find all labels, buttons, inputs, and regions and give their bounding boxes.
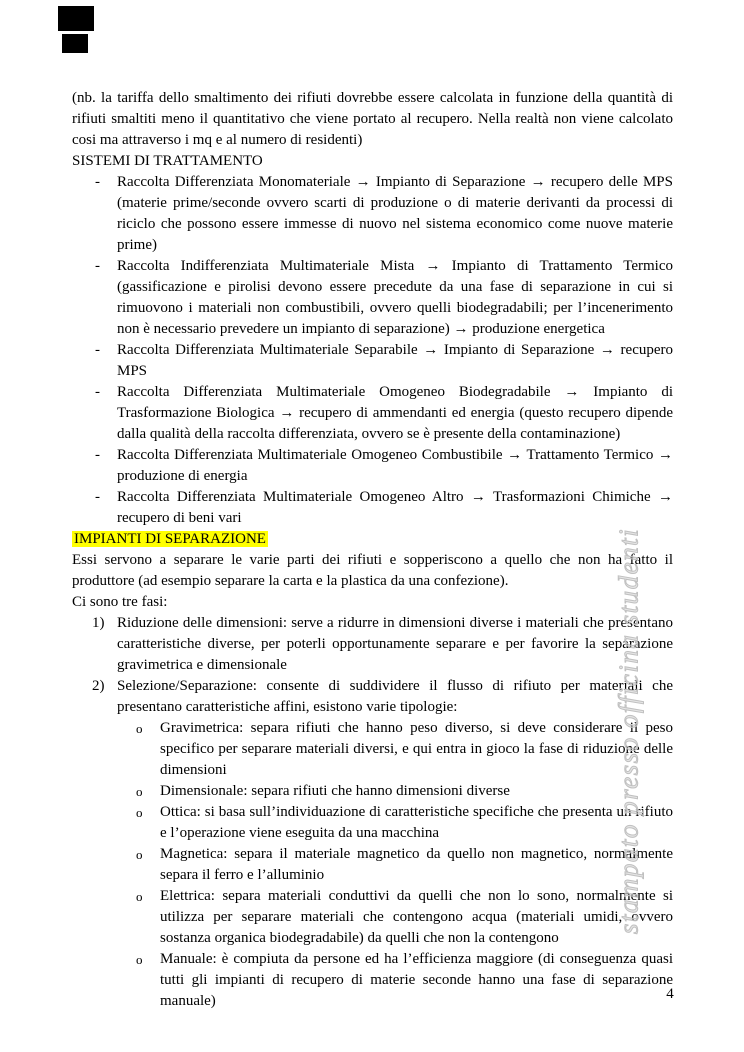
typology-item xyxy=(72,802,673,844)
typology-text: Gravimetrica: separa rifiuti che hanno peso diverso, si deve considerare il peso specifico per separare materiali diversi, e qui entra in gioco la fase di riduzione delle dimensioni xyxy=(160,720,673,778)
treatment-item-text: Raccolta Differenziata Multimateriale Omogeneo Combustibile → Trattamento Termico → produzione di energia xyxy=(117,447,673,484)
treatment-item-text: Raccolta Differenziata Multimateriale Separabile → Impianto di Separazione → recupero MPS xyxy=(117,342,673,379)
circle-bullet: o xyxy=(136,847,143,862)
treatment-item-text: Raccolta Indifferenziata Multimateriale Mista → Impianto di Trattamento Termico (gassificazione e pirolisi devono essere precedute da una fase di separazione in cui si rimuovono i materiali non combustibili, ovvero quelli biodegradabili; per l’incenerimento non è necessario prevedere un impianto di separazione) → produzione energetica xyxy=(117,258,673,337)
highlighted-title: IMPIANTI DI SEPARAZIONE xyxy=(74,531,266,547)
typology-text: Dimensionale: separa rifiuti che hanno dimensioni diverse xyxy=(160,783,510,799)
typology-item xyxy=(72,781,673,802)
dash-bullet: - xyxy=(95,384,100,400)
treatment-list-item xyxy=(72,445,673,487)
typology-item xyxy=(72,844,673,886)
circle-bullet: o xyxy=(136,889,143,904)
treatment-list-item xyxy=(72,382,673,445)
treatment-list-item xyxy=(72,487,673,529)
treatment-item-text: Raccolta Differenziata Monomateriale → Impianto di Separazione → recupero delle MPS (materie prime/seconde ovvero scarti di produzione o di materie derivanti da processi di riciclo che possono essere immesse di nuovo nel sistema economico come nuove materie prime) xyxy=(117,174,673,253)
dash-bullet: - xyxy=(95,342,100,358)
circle-bullet: o xyxy=(136,721,143,736)
typology-text: Manuale: è compiuta da persone ed ha l’efficienza maggiore (di conseguenza quasi tutti gli impianti di recupero di materie seconde hanno una fase di separazione manuale) xyxy=(160,951,673,1009)
phase-text: Riduzione delle dimensioni: serve a ridurre in dimensioni diverse i materiali che presentano caratteristiche diverse, per poterli opportunamente separare e per favorire la separazione gravimetrica e dimensionale xyxy=(117,615,673,673)
section-title-impianti-di-separazione xyxy=(72,529,673,550)
treatment-list-item xyxy=(72,172,673,256)
phases-label: Ci sono tre fasi: xyxy=(72,594,168,610)
section-title-sistemi-di-trattamento: SISTEMI DI TRATTAMENTO xyxy=(72,153,263,169)
dash-bullet: - xyxy=(95,447,100,463)
phase-number: 2) xyxy=(92,678,105,694)
typology-item xyxy=(72,949,673,1012)
circle-bullet: o xyxy=(136,805,143,820)
circle-bullet: o xyxy=(136,784,143,799)
document-body xyxy=(72,88,673,1012)
redaction-box-top xyxy=(58,6,94,31)
dash-bullet: - xyxy=(95,174,100,190)
dash-bullet: - xyxy=(95,258,100,274)
typology-text: Magnetica: separa il materiale magnetico da quello non magnetico, normalmente separa il ferro e l’alluminio xyxy=(160,846,673,883)
typology-text: Elettrica: separa materiali conduttivi da quelli che non lo sono, normalmente si utilizza per separare materiali che contengono acqua (materiali umidi, ovvero sostanza organica biodegradabile) da quelli che non la contengono xyxy=(160,888,673,946)
phase-number: 1) xyxy=(92,615,105,631)
treatment-item-text: Raccolta Differenziata Multimateriale Omogeneo Altro → Trasformazioni Chimiche → recupero di beni vari xyxy=(117,489,673,526)
typology-item xyxy=(72,718,673,781)
phase-item xyxy=(72,613,673,676)
circle-bullet: o xyxy=(136,952,143,967)
phase-text: Selezione/Separazione: consente di suddividere il flusso di rifiuto per materiali che presentano caratteristiche affini, esistono varie tipologie: xyxy=(117,678,673,715)
treatment-list-item xyxy=(72,340,673,382)
page-number: 4 xyxy=(666,986,674,1002)
redaction-box-bottom xyxy=(62,34,88,53)
dash-bullet: - xyxy=(95,489,100,505)
print-watermark: stampato presso officina studenti xyxy=(613,527,644,935)
treatment-item-text: Raccolta Differenziata Multimateriale Omogeneo Biodegradabile → Impianto di Trasformazione Biologica → recupero di ammendanti ed energia (questo recupero dipende dalla qualità della raccolta differenziata, ovvero se è presente della contaminazione) xyxy=(117,384,673,442)
phase-item xyxy=(72,676,673,718)
typology-item xyxy=(72,886,673,949)
treatment-list-item xyxy=(72,256,673,340)
intro-note: (nb. la tariffa dello smaltimento dei rifiuti dovrebbe essere calcolata in funzione della quantità di rifiuti smaltiti meno il quantitativo che viene portato al recupero. Nella realtà non viene calcolato cosi ma attraverso i mq e al numero di residenti) xyxy=(72,90,673,148)
section2-intro: Essi servono a separare le varie parti dei rifiuti e sopperiscono a quello che non ha fatto il produttore (ad esempio separare la carta e la plastica da una confezione). xyxy=(72,552,673,589)
typology-text: Ottica: si basa sull’individuazione di caratteristiche specifiche che presenta un rifiuto e l’operazione viene eseguita da una macchina xyxy=(160,804,673,841)
